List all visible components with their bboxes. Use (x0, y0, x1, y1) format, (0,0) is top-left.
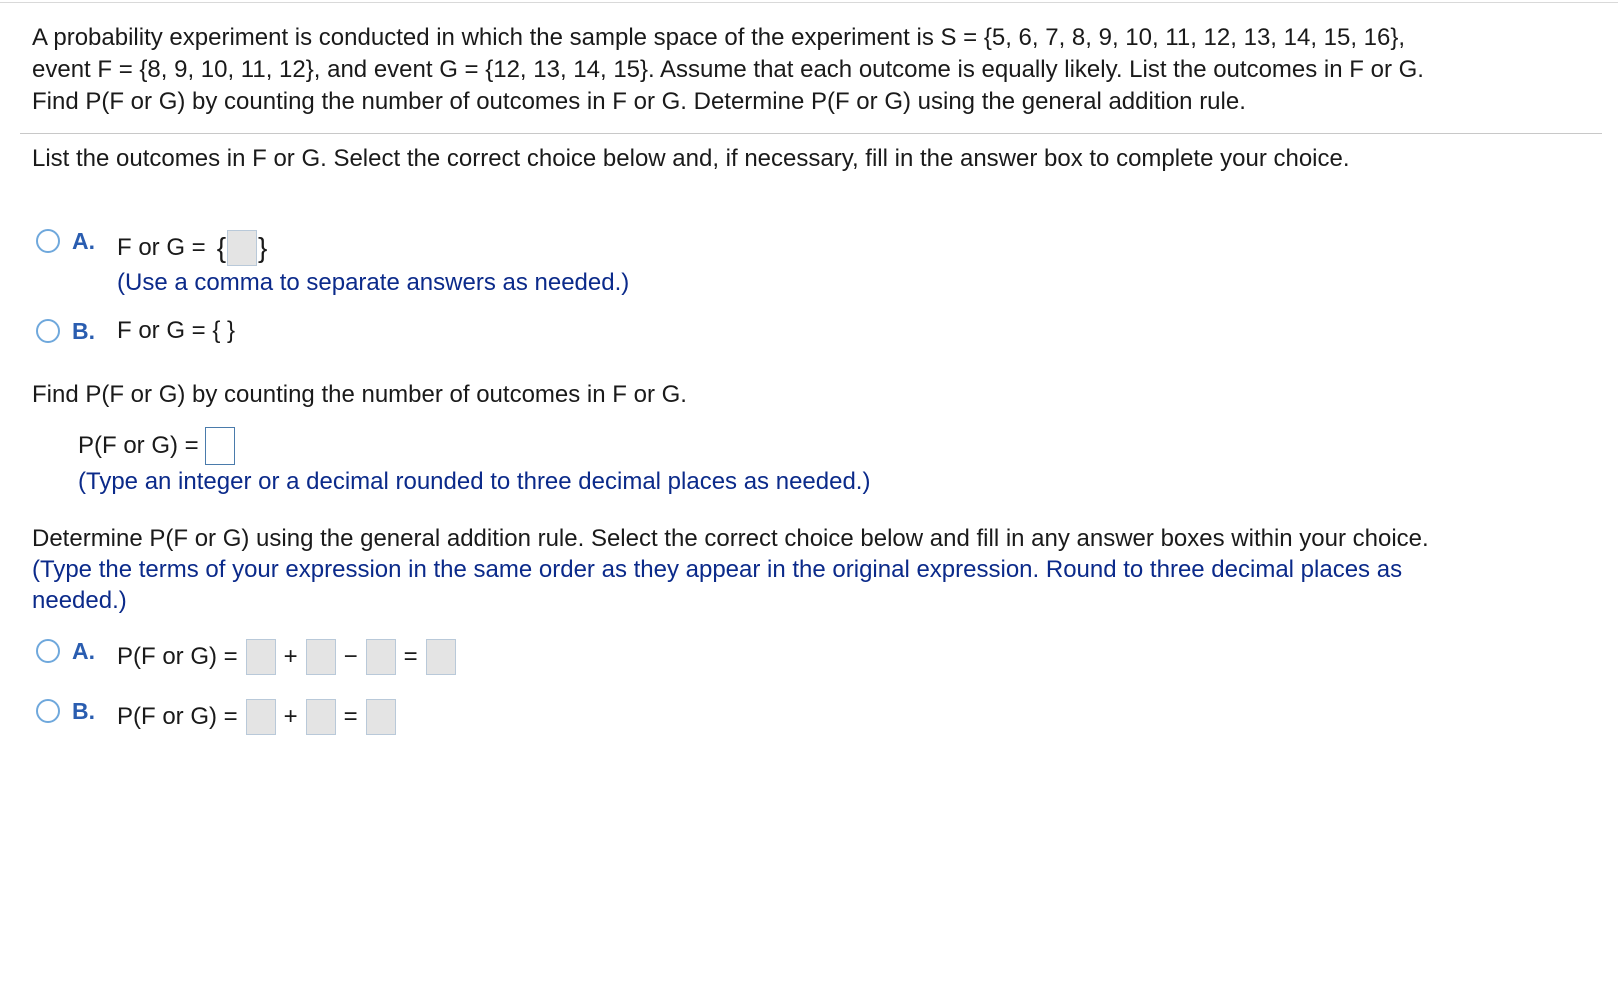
part1-option-a-label: F or G = (117, 234, 206, 261)
question-line-3: Find P(F or G) by counting the number of outcomes in F or G. Determine P(F or G) using the general addition rule. (32, 88, 1246, 115)
pf-input-b[interactable] (246, 699, 276, 735)
part3-hint-line-1: (Type the terms of your expression in the same order as they appear in the original expression. Round to three decimal places as (32, 556, 1403, 583)
plus-sign-b: + (283, 703, 298, 730)
part1-instruction: List the outcomes in F or G. Select the correct choice below and, if necessary, fill in the answer box to complete your choice. (32, 145, 1350, 172)
pg-input-b[interactable] (306, 699, 336, 735)
part1-option-a-letter: A. (72, 228, 95, 254)
top-rule (0, 2, 1618, 3)
part3-instruction: Determine P(F or G) using the general addition rule. Select the correct choice below and fill in any answer boxes within your choice. (32, 525, 1429, 552)
probability-count-input[interactable] (205, 427, 235, 465)
part1-option-b-label: F or G = { } (117, 317, 236, 344)
question-line-2: event F = {8, 9, 10, 11, 12}, and event G = {12, 13, 14, 15}. Assume that each outcome is equally likely. List the outcomes in F or G. (32, 56, 1424, 83)
pg-input-a[interactable] (306, 639, 336, 675)
part1-option-a-radio[interactable] (36, 229, 60, 253)
question-line-1: A probability experiment is conducted in which the sample space of the experiment is S = {5, 6, 7, 8, 9, 10, 11, 12, 13, 14, 15, 16}, (32, 24, 1406, 51)
part1-option-a-hint: (Use a comma to separate answers as needed.) (117, 269, 630, 296)
part1-option-b-radio[interactable] (36, 319, 60, 343)
part1-option-a-expression (117, 230, 268, 266)
part3-option-b-radio[interactable] (36, 699, 60, 723)
question-text (32, 22, 1592, 118)
open-brace: { (216, 232, 227, 263)
minus-sign: − (343, 643, 358, 670)
equals-sign-b: = (343, 703, 358, 730)
part3-option-b-expression (117, 698, 396, 736)
result-input-b[interactable] (366, 699, 396, 735)
part2-instruction: Find P(F or G) by counting the number of outcomes in F or G. (32, 381, 687, 408)
part3-option-a-label: P(F or G) = (117, 643, 238, 670)
result-input-a[interactable] (426, 639, 456, 675)
part1-option-b-letter: B. (72, 318, 95, 344)
part3-option-b-letter: B. (72, 698, 95, 724)
equals-sign: = (403, 643, 418, 670)
part3-hint-line-2: needed.) (32, 587, 127, 614)
plus-sign: + (283, 643, 298, 670)
part2-expression (78, 426, 235, 466)
part3-option-a-letter: A. (72, 638, 95, 664)
part2-label: P(F or G) = (78, 432, 199, 459)
part3-option-a-expression (117, 638, 456, 676)
part3-option-a-radio[interactable] (36, 639, 60, 663)
section-divider (20, 133, 1602, 134)
part3-option-b-label: P(F or G) = (117, 703, 238, 730)
fg-outcomes-input[interactable] (227, 230, 257, 266)
part2-hint: (Type an integer or a decimal rounded to three decimal places as needed.) (78, 468, 871, 495)
pfg-input-a[interactable] (366, 639, 396, 675)
pf-input-a[interactable] (246, 639, 276, 675)
close-brace: } (258, 232, 268, 263)
